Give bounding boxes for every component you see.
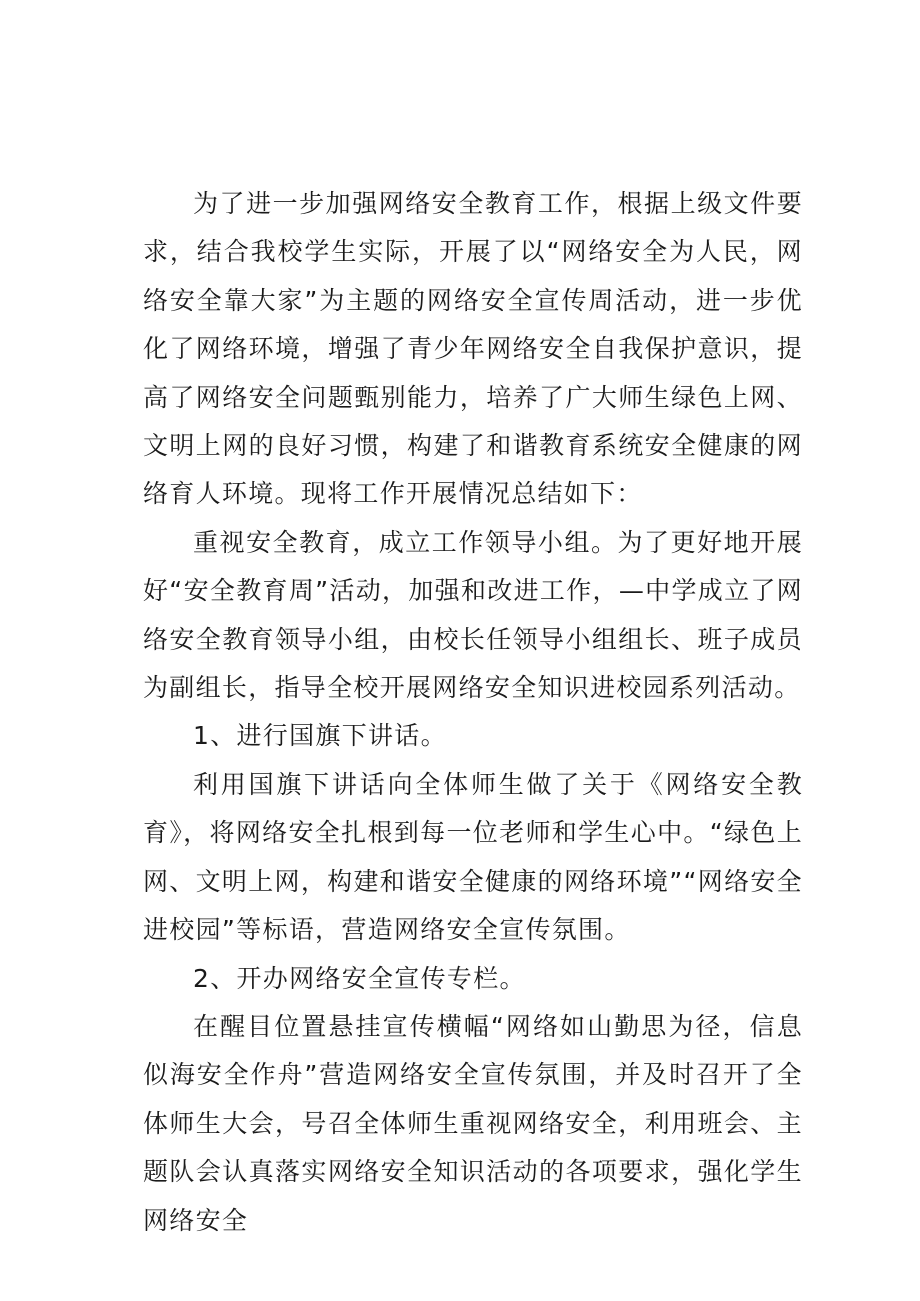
- section-heading-publicity-column: 2、开办网络安全宣传专栏。: [193, 963, 526, 993]
- publicity-column-paragraph: 在醒目位置悬挂宣传横幅“网络如山勤思为径，信息似海安全作舟”营造网络安全宣传氛围，并及时召开了全体师生大会，号召全体师生重视网络安全，利用班会、主题队会认真落实网络安全知识活动的各项要求，强化学生网络安全: [143, 1011, 803, 1235]
- flag-speech-paragraph: 利用国旗下讲话向全体师生做了关于《网络安全教育》，将网络安全扎根到每一位老师和学生心中。“绿色上网、文明上网，构建和谐安全健康的网络环境”“网络安全进校园”等标语，营造网络安全宣传氛围。: [143, 769, 803, 945]
- section-heading-flag-speech: 1、进行国旗下讲话。: [193, 721, 447, 751]
- leadership-group-paragraph: 重视安全教育，成立工作领导小组。为了更好地开展好“安全教育周”活动，加强和改进工作，—中学成立了网络安全教育领导小组，由校长任领导小组组长、班子成员为副组长，指导全校开展网络安全知识进校园系列活动。: [143, 527, 803, 703]
- intro-paragraph: 为了进一步加强网络安全教育工作，根据上级文件要求，结合我校学生实际，开展了以“网络安全为人民，网络安全靠大家”为主题的网络安全宣传周活动，进一步优化了网络环境，增强了青少年网络安全自我保护意识，提高了网络安全问题甄别能力，培养了广大师生绿色上网、文明上网的良好习惯，构建了和谐教育系统安全健康的网络育人环境。现将工作开展情况总结如下：: [143, 189, 803, 509]
- document-body: [143, 180, 803, 1245]
